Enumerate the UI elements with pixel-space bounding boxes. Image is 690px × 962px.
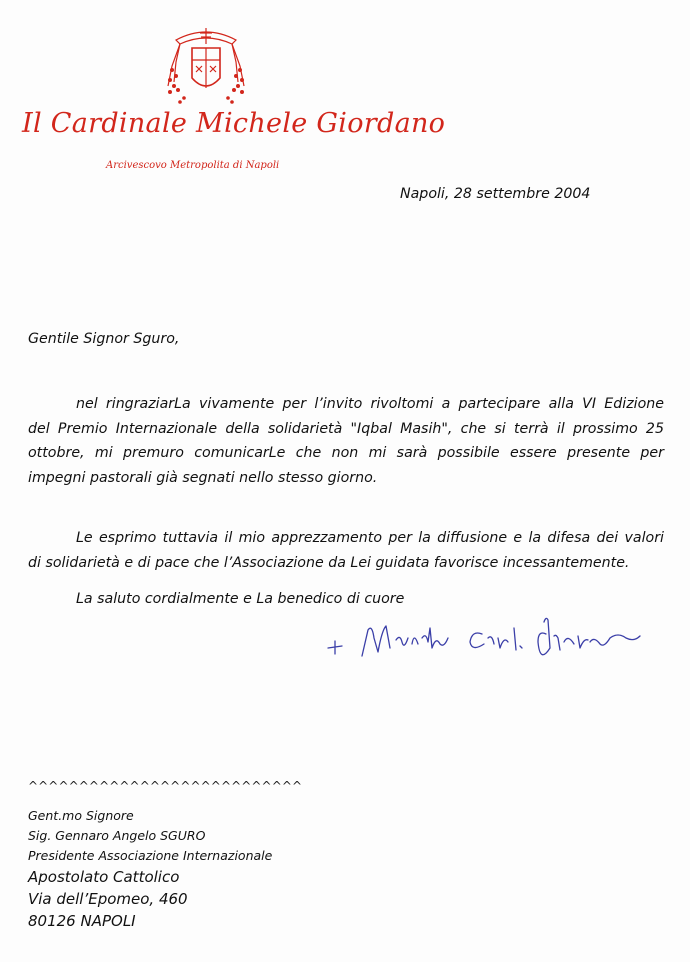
letter-greeting: Gentile Signor Sguro, <box>28 331 180 347</box>
handwritten-signature-icon <box>322 608 652 668</box>
recipient-line: Via dell’Epomeo, 460 <box>28 890 188 908</box>
recipient-line: Apostolato Cattolico <box>28 868 180 886</box>
recipient-line: Gent.mo Signore <box>28 808 134 823</box>
body-line: di solidarietà e di pace che l’Associazione da Lei guidata favorisce incessantemente. <box>28 554 630 571</box>
body-paragraph-1 <box>28 392 664 490</box>
recipient-line: Presidente Associazione Internazionale <box>28 848 273 863</box>
cardinal-coat-of-arms-icon <box>166 26 246 108</box>
body-line: La saluto cordialmente e La benedico di cuore <box>76 591 405 607</box>
recipient-line: 80126 NAPOLI <box>28 912 136 930</box>
body-paragraph-2 <box>28 526 664 575</box>
letterhead-title: Il Cardinale Michele Giordano <box>22 108 446 139</box>
body-line: ottobre, mi premuro comunicarLe che non mi sarà possibile essere presente per <box>28 445 664 461</box>
letterhead-subtitle: Arcivescovo Metropolita di Napoli <box>106 160 280 171</box>
letter-date: Napoli, 28 settembre 2004 <box>400 186 591 202</box>
body-line: nel ringraziarLa vivamente per l’invito rivoltomi a partecipare alla VI Edizione <box>76 396 664 412</box>
body-line: Le esprimo tuttavia il mio apprezzamento per la diffusione e la difesa dei valori <box>76 530 664 546</box>
recipient-line: Sig. Gennaro Angelo SGURO <box>28 828 206 843</box>
body-line: impegni pastorali già segnati nello stesso giorno. <box>28 469 378 486</box>
separator-line: ^^^^^^^^^^^^^^^^^^^^^^^^^^^ <box>28 779 303 793</box>
body-line: del Premio Internazionale della solidarietà "Iqbal Masih", che si terrà il prossimo 25 <box>28 420 664 437</box>
